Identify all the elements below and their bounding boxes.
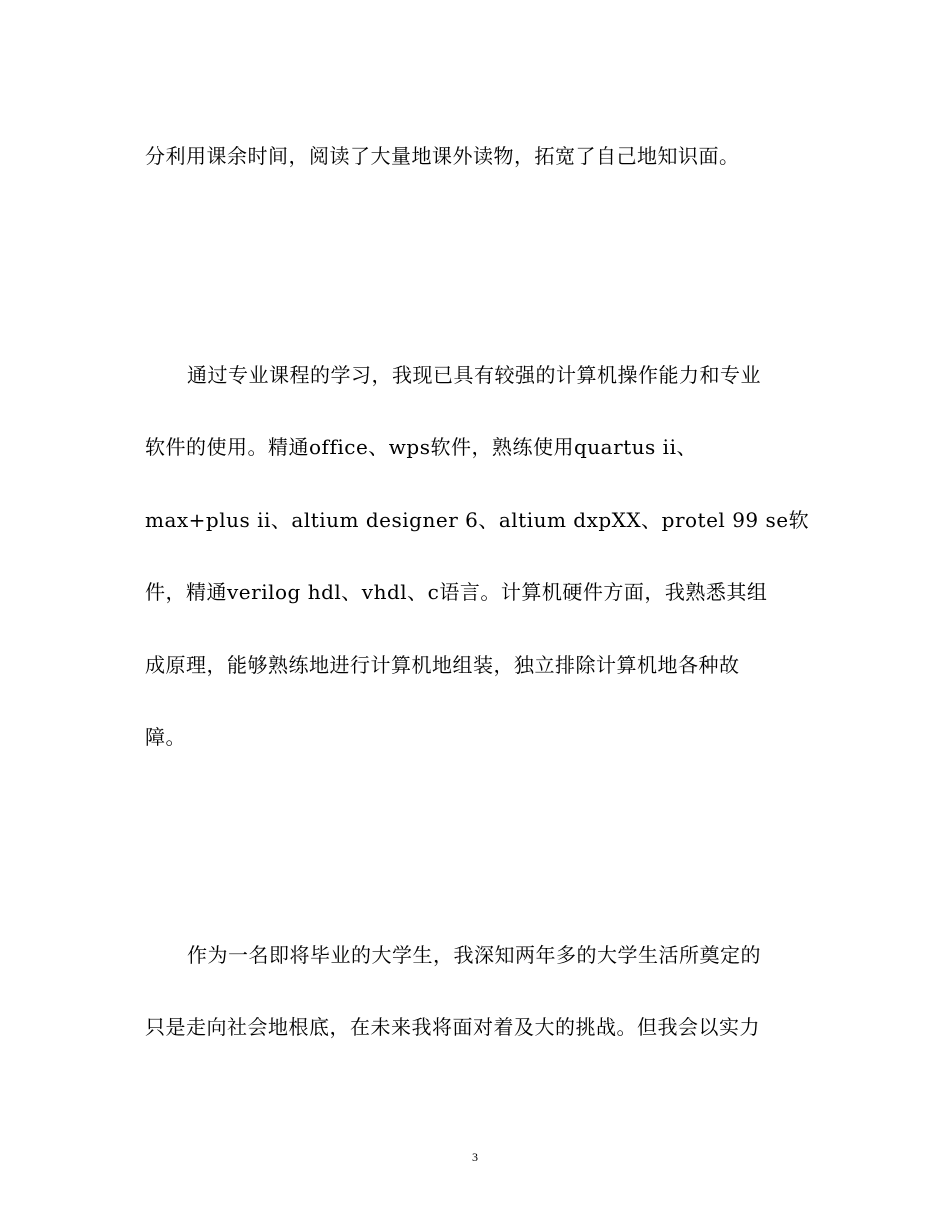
paragraph-2-line-1: 通过专业课程的学习，我现已具有较强的计算机操作能力和专业 <box>187 363 761 387</box>
paragraph-2-line-2: 软件的使用。精通office、wps软件，熟练使用quartus ii、 <box>145 435 697 459</box>
paragraph-3-line-1: 作为一名即将毕业的大学生，我深知两年多的大学生活所奠定的 <box>187 943 761 967</box>
paragraph-2-line-3: max+plus ii、altium designer 6、altium dxpXX、protel 99 se软 <box>145 508 810 532</box>
paragraph-1-line-1: 分利用课余时间，阅读了大量地课外读物，拓宽了自己地知识面。 <box>145 144 740 168</box>
paragraph-2-line-5: 成原理，能够熟练地进行计算机地组装，独立排除计算机地各种故 <box>145 653 740 677</box>
paragraph-3-line-2: 只是走向社会地根底，在未来我将面对着及大的挑战。但我会以实力 <box>145 1015 760 1039</box>
paragraph-2-line-4: 件，精通verilog hdl、vhdl、c语言。计算机硬件方面，我熟悉其组 <box>145 580 768 604</box>
paragraph-2-line-6: 障。 <box>145 725 186 749</box>
page-number: 3 <box>472 1150 478 1164</box>
